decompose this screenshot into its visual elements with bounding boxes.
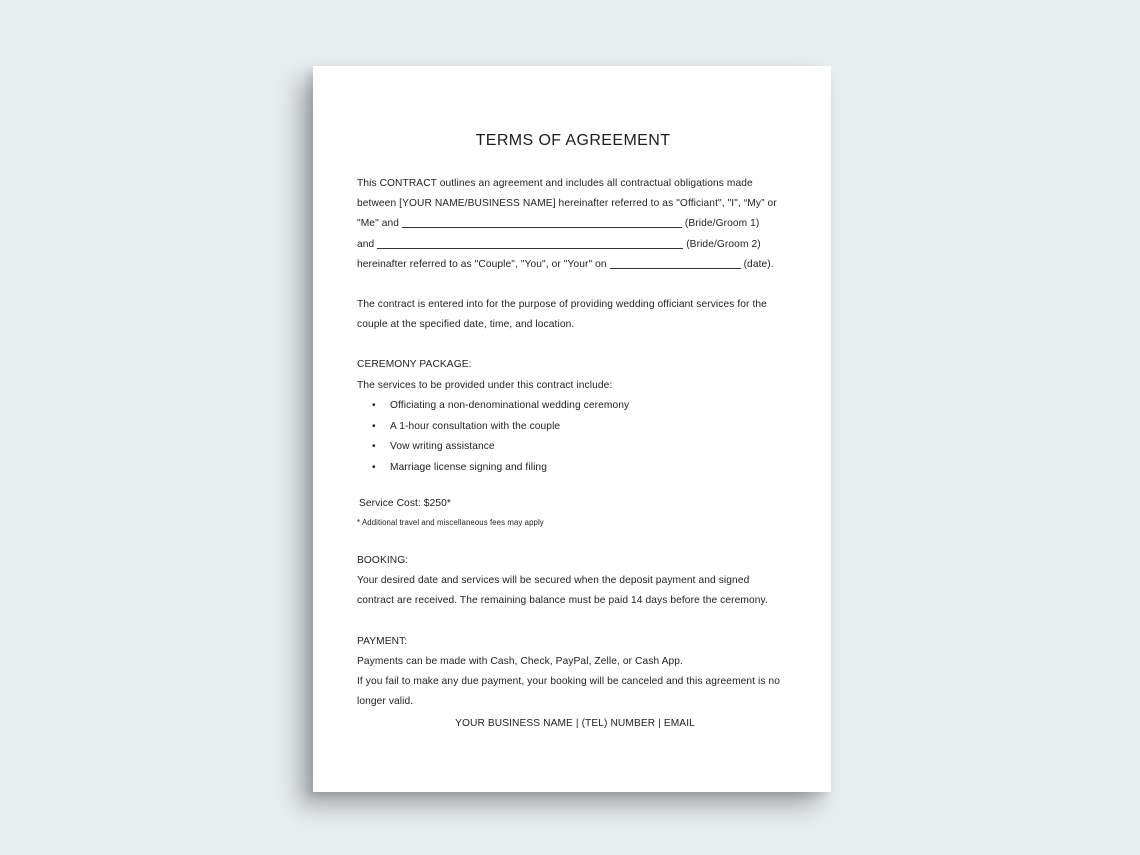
ceremony-section: [357, 355, 789, 533]
intro-line-couple-2: [357, 235, 789, 255]
service-cost: Service Cost: $250*: [359, 498, 451, 510]
purpose-line: The contract is entered into for the purpose of providing wedding officiant services for the: [357, 299, 767, 311]
payment-line: longer valid.: [357, 696, 414, 708]
business-contact-footer: YOUR BUSINESS NAME | (TEL) NUMBER | EMAIL: [455, 718, 695, 730]
list-item: [357, 437, 789, 458]
bride-groom-2-blank[interactable]: [377, 237, 683, 249]
bullet-icon: •: [372, 399, 376, 411]
payment-line: If you fail to make any due payment, your booking will be canceled and this agreement is no: [357, 676, 781, 688]
spacer: [357, 335, 789, 355]
date-blank[interactable]: [610, 257, 741, 269]
purpose-section: [357, 295, 789, 335]
ceremony-heading: CEREMONY PACKAGE:: [357, 359, 472, 371]
spacer: [357, 275, 789, 295]
document-content: [357, 130, 789, 736]
document-title: TERMS OF AGREEMENT: [475, 132, 671, 149]
payment-line: Payments can be made with Cash, Check, PayPal, Zelle, or Cash App.: [357, 655, 683, 667]
service-text: Marriage license signing and filing: [390, 462, 547, 474]
booking-line: contract are received. The remaining balance must be paid 14 days before the ceremony.: [357, 595, 768, 607]
service-text: Vow writing assistance: [390, 441, 495, 453]
list-item: [357, 458, 789, 479]
purpose-line: couple at the specified date, time, and location.: [357, 319, 575, 331]
bride-groom-1-blank[interactable]: [402, 216, 682, 228]
payment-section: [357, 632, 789, 713]
intro-line: This CONTRACT outlines an agreement and includes all contractual obligations made: [357, 178, 753, 189]
intro-line: between [YOUR NAME/BUSINESS NAME] hereinafter referred to as "Officiant", "I", “My” or: [357, 198, 777, 210]
bullet-icon: •: [372, 420, 376, 432]
bullet-icon: •: [372, 441, 376, 453]
intro-text: and: [357, 238, 375, 250]
list-item: [357, 417, 789, 438]
booking-section: [357, 551, 789, 612]
booking-line: Your desired date and services will be secured when the deposit payment and signed: [357, 575, 750, 587]
service-text: A 1-hour consultation with the couple: [390, 420, 561, 432]
bullet-icon: •: [372, 462, 376, 474]
intro-text: hereinafter referred to as "Couple", "You", or "Your" on: [357, 258, 607, 270]
intro-line-date: [357, 255, 789, 275]
intro-text: (date).: [743, 258, 774, 270]
booking-heading: BOOKING:: [357, 555, 409, 567]
services-list: [357, 396, 789, 479]
fees-footnote: * Additional travel and miscellaneous fees may apply: [357, 518, 544, 528]
spacer: [357, 533, 789, 551]
service-text: Officiating a non-denominational wedding ceremony: [390, 399, 630, 411]
intro-text: (Bride/Groom 2): [686, 238, 761, 250]
intro-line-couple-1: [357, 214, 789, 234]
ceremony-subheading: The services to be provided under this contract include:: [357, 379, 613, 391]
payment-heading: PAYMENT:: [357, 635, 408, 647]
document-page: [313, 66, 831, 792]
spacer: [357, 612, 789, 632]
list-item: [357, 396, 789, 417]
intro-section: [357, 174, 789, 275]
intro-text: (Bride/Groom 1): [684, 218, 760, 230]
intro-text: "Me" and: [357, 218, 400, 230]
